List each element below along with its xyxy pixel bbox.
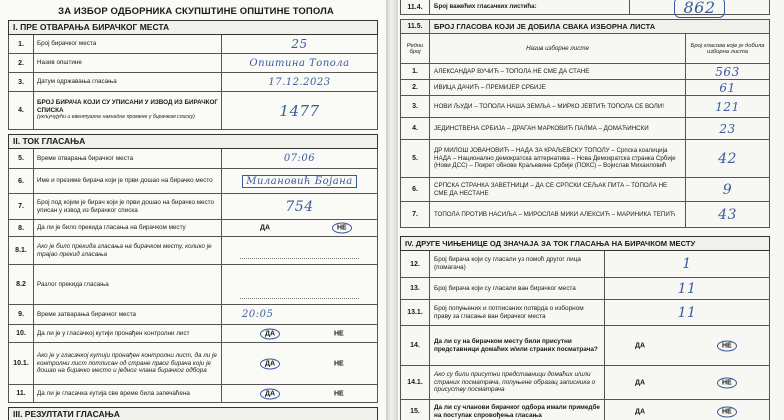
observers-no-option[interactable]: НЕ xyxy=(717,340,737,351)
list-row: 7. ТОПОЛА ПРОТИВ НАСИЉА – МИРОСЛАВ МИКИ АЛЕКСИЋ – МАРИНИКА ТЕПИЋ 43 xyxy=(400,202,770,228)
list-7-votes[interactable]: 43 xyxy=(718,206,737,223)
interruption-duration-field[interactable] xyxy=(222,237,377,264)
closing-time[interactable]: 20:05 xyxy=(242,309,274,320)
section-2-header: II. ТОК ГЛАСАЊА xyxy=(8,134,378,149)
list-row: 6. СРПСКА СТРАНКА ЗАВЕТНИЦИ – ДА СЕ СРПСКИ СЕЉАК ПИТА – ТОПОЛА НЕ СМЕ ДА НЕСТАНЕ 9 xyxy=(400,178,770,202)
eligibility-confirmations-count[interactable]: 11 xyxy=(677,304,697,321)
section-1-header: I. ПРЕ ОТВАРАЊА БИРАЧКОГ МЕСТА xyxy=(8,20,378,35)
table-header-row: Редни број Назив изборне листе Број гласова које је добила изборна листа xyxy=(400,34,770,64)
first-voter-number[interactable]: 754 xyxy=(285,198,314,215)
sealed-no-option[interactable]: НЕ xyxy=(334,390,344,397)
row-outside-voters: 13. Број бирача који су гласали ван бирачког места 11 xyxy=(400,278,770,300)
row-election-date: 3. Датум одржавања гласања 17.12.2023 xyxy=(8,73,378,92)
registered-voters[interactable]: 1477 xyxy=(279,101,320,120)
list-1-votes[interactable]: 563 xyxy=(715,64,740,79)
row-committee-objections: 15. Да ли су чланови бирачког одбора имали примедбе на поступак спровођења гласања ДА НЕ xyxy=(400,400,770,420)
list-row: 1. АЛЕКСАНДАР ВУЧИЋ – ТОПОЛА НЕ СМЕ ДА СТАНЕ 563 xyxy=(400,64,770,80)
outside-voters-count[interactable]: 11 xyxy=(677,280,697,297)
list-2-votes[interactable]: 61 xyxy=(719,80,736,95)
row-votes-per-list-header: 11.5. БРОЈ ГЛАСОВА КОЈИ ЈЕ ДОБИЛА СВАКА ИЗБОРНА ЛИСТА xyxy=(400,19,770,34)
observers-yes-option[interactable]: ДА xyxy=(635,342,646,349)
row-eligibility-confirmations: 13.1. Број попуњених и потписаних потврда о изборном праву за гласање ван бирачког места 11 xyxy=(400,300,770,326)
row-closing-time: 9. Време затварања бирачког места 20:05 xyxy=(8,305,378,325)
row-voting-interrupted: 8. Да ли је било прекида гласања на бирачком месту ДА НЕ xyxy=(8,220,378,237)
row-ballot-box-sealed: 11. Да ли је гласачка кутија све време била запечаћена ДА НЕ xyxy=(8,385,378,403)
row-control-sheet-signed: 10.1. Ако је у гласачкој кутији пронађен контролни лист, да ли је контролни лист потписан од стране првог бирача који је дошао на бирачко место и једног члана бирачког одбора ДА НЕ xyxy=(8,343,378,385)
list-4-votes[interactable]: 23 xyxy=(719,121,736,136)
row-control-sheet-found: 10. Да ли је у гласачкој кутији пронађен контролни лист ДА НЕ xyxy=(8,325,378,343)
row-observers-present: 14. Да ли су на бирачком месту били присутни представници домаћих и/или страних посматрача? ДА НЕ xyxy=(400,326,770,366)
sealed-yes-option[interactable]: ДА xyxy=(260,388,280,399)
list-row: 2. ИВИЦА ДАЧИЋ – ПРЕМИЈЕР СРБИЈЕ 61 xyxy=(400,80,770,96)
objections-no-option[interactable]: НЕ xyxy=(717,406,737,417)
row-municipality: 2. Назив општине Општина Топола xyxy=(8,54,378,73)
observer-form-yes-option[interactable]: ДА xyxy=(635,379,646,386)
row-first-voter-name: 6. Име и презиме бирача који је први дошао на бирачко место Милановић Бојана xyxy=(8,169,378,194)
first-voter-name[interactable]: Милановић Бојана xyxy=(242,175,356,188)
control-signed-no-option[interactable]: НЕ xyxy=(334,360,344,367)
row-polling-station-number: 1. Број бирачког места 25 xyxy=(8,35,378,54)
row-interruption-duration: 8.1. Ако је било прекида гласања на бирачком месту, колико је трајао прекид гласања xyxy=(8,237,378,265)
list-3-votes[interactable]: 121 xyxy=(715,99,740,114)
row-observer-form-filled: 14.1. Ако су били присутни представници домаћих и/или страних посматрача, попуњене образац записника о присуству посматрача ДА НЕ xyxy=(400,366,770,400)
list-row: 3. НОВИ ЉУДИ – ТОПОЛА НАША ЗЕМЉА – МИРКО ЈЕВТИЋ ТОПОЛА СЕ ВОЛИ! 121 xyxy=(400,96,770,118)
assisted-voters-count[interactable]: 1 xyxy=(682,256,692,272)
control-signed-yes-option[interactable]: ДА xyxy=(260,358,280,369)
observer-form-no-option[interactable]: НЕ xyxy=(717,377,737,388)
row-valid-ballots: 11.4. Број важећих гласачких листића: 862 xyxy=(400,0,770,15)
election-date[interactable]: 17.12.2023 xyxy=(268,76,331,88)
municipality-name[interactable]: Општина Топола xyxy=(249,57,350,69)
interrupted-yes-option[interactable]: ДА xyxy=(260,224,271,232)
row-registered-voters: 4. БРОЈ БИРАЧА КОЈИ СУ УПИСАНИ У ИЗВОД ИЗ БИРАЧКОГ СПИСКА (укључујући и евентуалне накнадне промене у бирачком списку) 1477 xyxy=(8,92,378,130)
section-4-header: IV. ДРУГЕ ЧИЊЕНИЦЕ ОД ЗНАЧАЈА ЗА ТОК ГЛАСАЊА НА БИРАЧКОМ МЕСТУ xyxy=(400,236,770,251)
row-assisted-voters: 12. Број бирача који су гласали уз помоћ другог лица (помагача) 1 xyxy=(400,251,770,278)
valid-ballots-count[interactable]: 862 xyxy=(674,0,724,18)
row-interruption-reason: 8.2 Разлог прекида гласања xyxy=(8,265,378,305)
list-row: 5. ДР МИЛОШ ЈОВАНОВИЋ – НАДА ЗА КРАЉЕВСКУ ТОПОЛУ – Српска коалиција НАДА – Национално демократска алтернатива – Нова Демократска странка Србије (Нови ДСС) – Покрет обнове Краљевине Србије (ПОКС) – Војислав Михаиловић 42 xyxy=(400,140,770,178)
form-title: ЗА ИЗБОР ОДБОРНИКА СКУПШТИНЕ ОПШТИНЕ ТОПОЛА xyxy=(58,6,334,17)
interruption-reason-field[interactable] xyxy=(222,265,377,304)
row-opening-time: 5. Време отварања бирачког места 07:06 xyxy=(8,149,378,169)
control-sheet-no-option[interactable]: НЕ xyxy=(334,330,344,337)
control-sheet-yes-option[interactable]: ДА xyxy=(260,328,280,339)
interrupted-no-option[interactable]: НЕ xyxy=(332,223,352,234)
polling-station-number[interactable]: 25 xyxy=(291,37,308,51)
list-6-votes[interactable]: 9 xyxy=(722,181,733,198)
section-3-header: III. РЕЗУЛТАТИ ГЛАСАЊА xyxy=(8,407,378,420)
opening-time[interactable]: 07:06 xyxy=(283,153,316,164)
right-page xyxy=(392,0,784,420)
objections-yes-option[interactable]: ДА xyxy=(635,408,646,415)
list-row: 4. ЈЕДИНСТВЕНА СРБИЈА – ДРАГАН МАРКОВИЋ ПАЛМА – ДОМАЋИНСКИ 23 xyxy=(400,118,770,140)
list-5-votes[interactable]: 42 xyxy=(718,150,737,167)
row-first-voter-number: 7. Број под којим је бирач који је први дошао на бирачко место уписан у извод из бирачког списка 754 xyxy=(8,194,378,220)
page-fold xyxy=(386,0,398,420)
